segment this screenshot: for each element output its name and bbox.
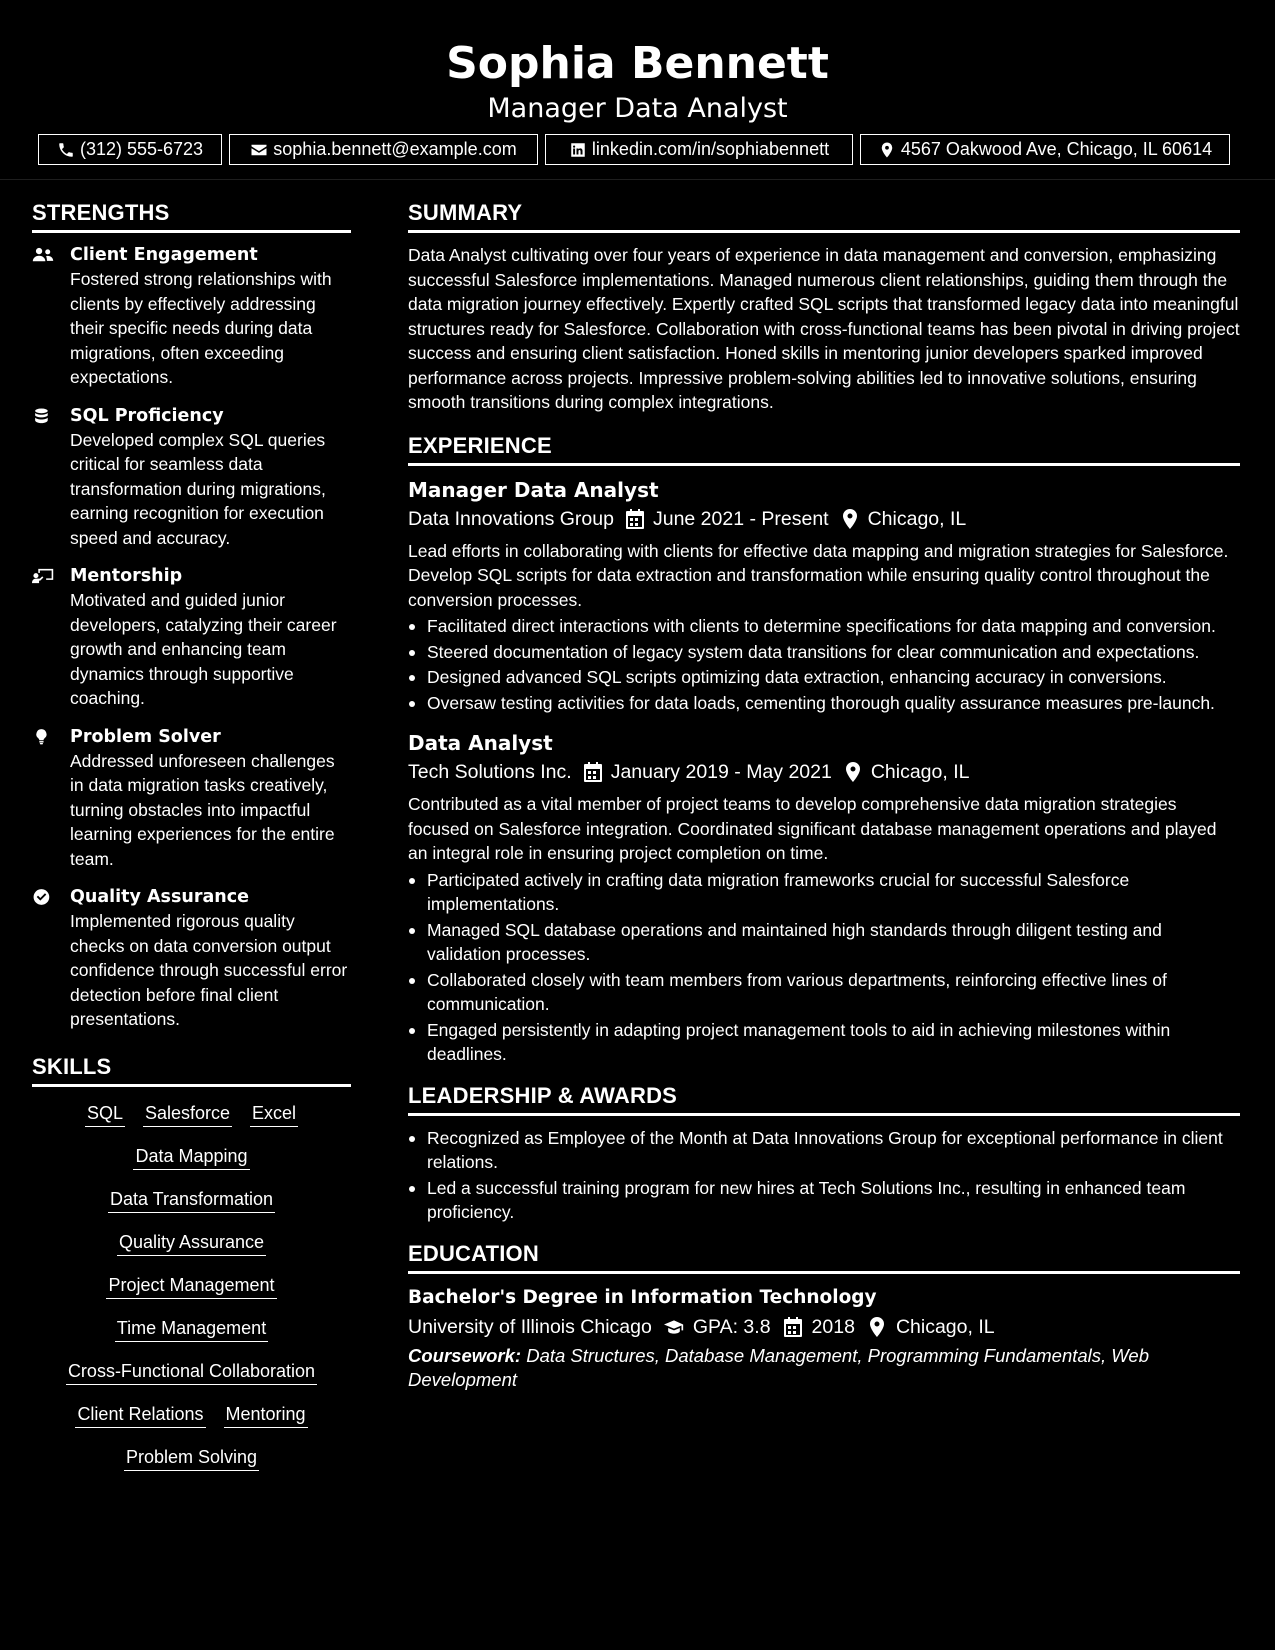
map-pin-icon <box>878 141 896 159</box>
map-pin-icon <box>867 1317 887 1337</box>
education-degree: Bachelor's Degree in Information Technology <box>408 1286 877 1308</box>
job-meta <box>408 504 1240 534</box>
job-company: Data Innovations Group <box>408 507 614 530</box>
leadership-heading: LEADERSHIP & AWARDS <box>408 1081 1240 1116</box>
education-year: 2018 <box>811 1315 855 1338</box>
skill-tag: Mentoring <box>224 1402 308 1428</box>
candidate-role: Manager Data Analyst <box>487 93 788 124</box>
experience-heading: EXPERIENCE <box>408 431 1240 466</box>
job-bullet: Engaged persistently in adapting project management tools to aid in achieving milestones within deadlines. <box>408 1018 1240 1067</box>
calendar-icon <box>584 762 602 782</box>
contact-phone[interactable] <box>38 134 222 165</box>
skill-tag: Excel <box>250 1101 298 1127</box>
skill-tag: SQL <box>85 1101 125 1127</box>
skill-row <box>32 1101 351 1127</box>
envelope-icon <box>250 141 268 159</box>
skill-tag: Salesforce <box>143 1101 232 1127</box>
education-meta <box>408 1312 1240 1342</box>
skill-row <box>32 1230 351 1256</box>
strength-title: SQL Proficiency <box>70 405 224 426</box>
skill-tag: Project Management <box>106 1273 276 1299</box>
strength-item <box>32 564 351 711</box>
skill-tag: Problem Solving <box>124 1445 259 1471</box>
strength-title: Client Engagement <box>70 245 258 265</box>
lightbulb-icon <box>32 728 56 748</box>
job-entry <box>408 476 1240 716</box>
linkedin-icon <box>569 141 587 159</box>
strength-item <box>32 725 351 872</box>
contact-email[interactable] <box>229 134 538 165</box>
job-bullet: Oversaw testing activities for data loads, cementing thorough quality assurance measures pre-launch. <box>408 691 1240 716</box>
education-school: University of Illinois Chicago <box>408 1315 652 1338</box>
database-icon <box>32 407 56 427</box>
coursework-text: Data Structures, Database Management, Programming Fundamentals, Web Development <box>408 1344 1150 1390</box>
strength-title: Problem Solver <box>70 726 221 747</box>
contact-linkedin-text: linkedin.com/in/sophiabennett <box>591 139 830 159</box>
check-circle-icon <box>32 888 56 908</box>
strengths-heading: STRENGTHS <box>32 198 351 233</box>
strength-desc: Developed complex SQL queries critical for seamless data transformation during migrations, earning recognition for execution speed and accuracy. <box>70 429 326 548</box>
skill-row <box>32 1402 351 1428</box>
award-item: Recognized as Employee of the Month at Data Innovations Group for exceptional performance in client relations. <box>408 1126 1240 1175</box>
right-column <box>408 198 1240 1393</box>
skill-row <box>32 1359 351 1385</box>
leadership-list <box>408 1126 1240 1225</box>
resume-header <box>0 0 1275 180</box>
job-dates: January 2019 - May 2021 <box>610 761 832 783</box>
job-bullet: Managed SQL database operations and maintained high standards through diligent testing and validation processes. <box>408 918 1240 967</box>
left-column <box>32 198 351 1488</box>
job-description: Contributed as a vital member of project teams to develop comprehensive data migration strategies focused on Salesforce integration. Coordinated significant database management operations and played an integral role in ensuring project completion on time. <box>408 794 1217 863</box>
contact-linkedin[interactable] <box>545 134 853 165</box>
users-icon <box>32 246 56 266</box>
strength-item <box>32 885 351 1032</box>
skill-row <box>32 1187 351 1213</box>
summary-heading: SUMMARY <box>408 198 1240 233</box>
contact-row <box>0 134 1275 165</box>
job-bullet: Steered documentation of legacy system data transitions for clear communication and expectations. <box>408 640 1240 665</box>
job-bullet: Collaborated closely with team members from various departments, reinforcing effective lines of communication. <box>408 968 1240 1017</box>
skill-tag: Data Transformation <box>108 1187 275 1213</box>
job-entry <box>408 729 1240 1067</box>
strength-title: Mentorship <box>70 566 183 586</box>
strength-desc: Motivated and guided junior developers, catalyzing their career growth and enhancing team dynamics through supportive coaching. <box>70 590 337 708</box>
education-gpa: GPA: 3.8 <box>692 1315 771 1338</box>
job-location: Chicago, IL <box>867 507 967 530</box>
contact-address[interactable] <box>860 134 1230 165</box>
strength-item <box>32 243 351 390</box>
strength-desc: Implemented rigorous quality checks on data conversion output confidence through successful error detection before final client presentations. <box>70 911 348 1029</box>
strength-desc: Fostered strong relationships with clients by effectively addressing their specific needs during data migrations, often exceeding expectations. <box>70 269 332 387</box>
job-bullets <box>408 868 1240 1067</box>
contact-email-text: sophia.bennett@example.com <box>273 139 517 159</box>
skill-tag: Quality Assurance <box>117 1230 266 1256</box>
phone-icon <box>57 141 75 159</box>
strength-desc: Addressed unforeseen challenges in data migration tasks creatively, turning obstacles into impactful learning experiences for the entire team. <box>70 750 335 869</box>
education-location: Chicago, IL <box>895 1315 995 1338</box>
skill-tag: Time Management <box>115 1316 268 1342</box>
skills-heading: SKILLS <box>32 1052 351 1087</box>
coursework-label: Coursework: <box>408 1344 522 1366</box>
job-bullet: Participated actively in crafting data migration frameworks crucial for successful Salesforce implementations. <box>408 868 1240 917</box>
calendar-icon <box>626 509 644 529</box>
summary-text: Data Analyst cultivating over four years of experience in data management and conversion, emphasizing successful Salesforce implementations. Managed numerous client relationships, guiding them through the data migration journey effectively. Expertly crafted SQL scripts that transformed legacy data into meaningful structures ready for Salesforce. Collaboration with cross-functional teams has been pivotal in driving project success and ensuring client satisfaction. Honed skills in mentoring junior developers sparked improved performance across projects. Impressive problem-solving abilities led to innovative solutions, ensuring smooth transitions during complex integrations. <box>408 245 1240 412</box>
map-pin-icon <box>844 762 862 782</box>
skill-row <box>32 1316 351 1342</box>
job-dates: June 2021 - Present <box>652 507 829 530</box>
graduation-cap-icon <box>664 1317 684 1337</box>
job-location: Chicago, IL <box>870 761 970 783</box>
education-heading: EDUCATION <box>408 1239 1240 1274</box>
job-company: Tech Solutions Inc. <box>408 761 572 783</box>
job-bullets <box>408 614 1240 715</box>
education-coursework <box>408 1344 1240 1393</box>
skill-tag: Cross-Functional Collaboration <box>66 1359 317 1385</box>
calendar-icon <box>783 1317 803 1337</box>
award-item: Led a successful training program for new hires at Tech Solutions Inc., resulting in enhanced team proficiency. <box>408 1176 1240 1225</box>
skill-row <box>32 1144 351 1170</box>
job-title: Data Analyst <box>408 731 553 755</box>
skills-list <box>32 1097 351 1471</box>
job-bullet: Facilitated direct interactions with clients to determine specifications for data mapping and conversion. <box>408 614 1240 639</box>
chalkboard-teacher-icon <box>32 567 56 587</box>
job-bullet: Designed advanced SQL scripts optimizing data extraction, enhancing accuracy in conversions. <box>408 665 1240 690</box>
strength-title: Quality Assurance <box>70 887 249 907</box>
skill-row <box>32 1273 351 1299</box>
candidate-name: Sophia Bennett <box>446 38 829 89</box>
job-meta <box>408 757 1240 787</box>
skill-tag: Client Relations <box>75 1402 205 1428</box>
strength-item <box>32 404 351 551</box>
contact-phone-text: (312) 555-6723 <box>79 139 204 159</box>
contact-address-text: 4567 Oakwood Ave, Chicago, IL 60614 <box>900 139 1213 159</box>
skill-tag: Data Mapping <box>133 1144 249 1170</box>
skill-row <box>32 1445 351 1471</box>
map-pin-icon <box>841 509 859 529</box>
job-title: Manager Data Analyst <box>408 477 659 502</box>
job-description: Lead efforts in collaborating with clients for effective data mapping and migration strategies for Salesforce. Develop SQL scripts for data extraction and transformation while ensuring quality control throughout the conversion processes. <box>408 540 1229 610</box>
